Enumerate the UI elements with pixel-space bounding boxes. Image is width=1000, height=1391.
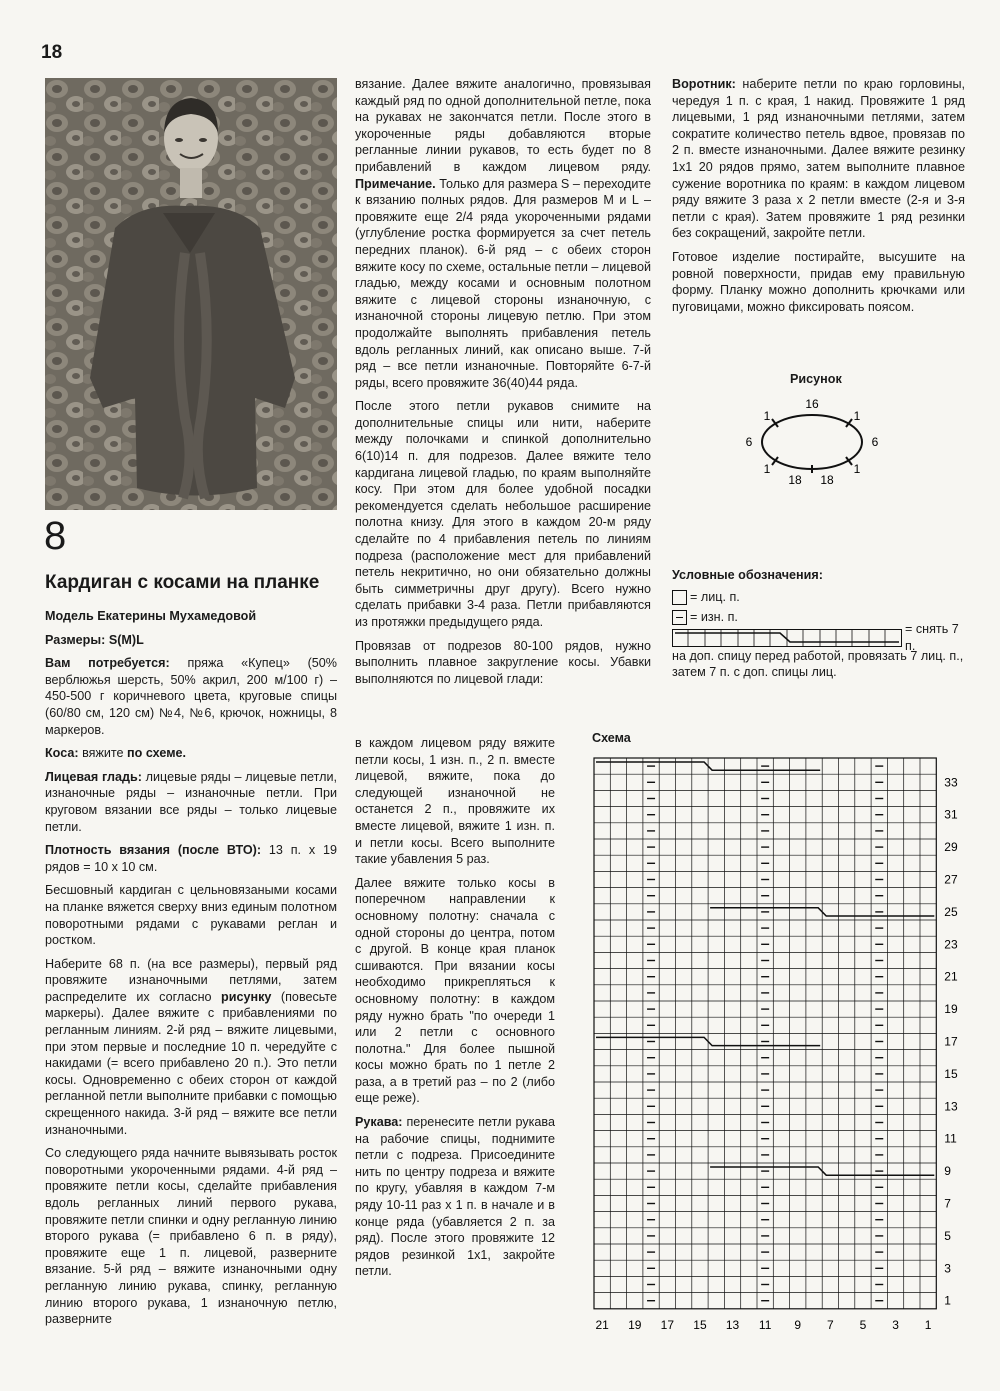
schema-col-label: 1 xyxy=(924,1317,932,1332)
density-text: 13 п. х 19 рядов = 10 х 10 см. xyxy=(45,843,337,874)
legend-title: Условные обозначения: xyxy=(672,568,823,582)
legend-purl: = изн. п. xyxy=(690,610,738,625)
density-label: Плотность вязания (после ВТО): xyxy=(45,843,262,858)
schema-col-label: 7 xyxy=(827,1317,834,1332)
note-label: Примечание. xyxy=(355,176,436,191)
model-number: 8 xyxy=(44,514,67,558)
schema-row-label: 7 xyxy=(944,1196,951,1211)
kosa-text: вяжите xyxy=(78,746,128,761)
schema-row-label: 13 xyxy=(944,1099,958,1114)
schema-row-label: 5 xyxy=(944,1228,951,1243)
kosa-label: Коса: xyxy=(45,746,79,761)
schema-row-label: 31 xyxy=(944,807,958,822)
schema-col-label: 17 xyxy=(660,1317,675,1332)
column-2 xyxy=(355,76,651,694)
schema-row-label: 33 xyxy=(944,775,958,790)
schema-col-label: 3 xyxy=(892,1317,899,1332)
col2-p1-a: вязание. Далее вяжите аналогично, провязывая каждый ряд по одной дополнительной петле, пока на рукавах не закончатся петли. После этого в укороченные ряды добавляются вторые регланные линии рукавов, то есть будет по 8 прибавлений в каждом лицевом ряду. xyxy=(355,77,651,174)
legend-cable-a: = снять 7 п. xyxy=(905,622,959,653)
sleeves-text: перенесите петли рукава на рабочие спицы, поднимите петли с подреза. Присоедините нить по центру подреза и вяжите по кругу, убавляя в каждом 7-м ряду 10-11 раз х 1 п. в начале и в конце ряда (убавляется 2 п. за ряд). После этого провяжите 12 рядов резинкой 1х1, закройте петли. xyxy=(355,1115,555,1279)
decrease-paragraph: в каждом лицевом ряду вяжите петли косы, 1 изн. п., 2 п. вместе лицевой, вяжите, пока до следующей изнаночной не останется 2 п., провяжите их вместе лицевой, вяжите 1 изн. п. и петли косы. Всего выполните такие убавления 5 раз. xyxy=(355,736,555,867)
fig-br: 1 xyxy=(853,462,861,476)
schema-row-label: 3 xyxy=(944,1261,951,1276)
author-line: Модель Екатерины Мухамедовой xyxy=(45,609,257,623)
schema-row-label: 9 xyxy=(944,1164,951,1179)
schema-col-label: 11 xyxy=(758,1317,772,1332)
raglan-oval xyxy=(762,415,862,469)
schema-row-label: 17 xyxy=(944,1034,958,1049)
cast-on-bold: рисунку xyxy=(221,989,272,1004)
col2-p2: После этого петли рукавов снимите на дополнительные спицы или нити, наберите между полочками и спинкой дополнительно 6(10)14 п. для подрезов. Далее вяжите тело кардигана лицевой гладью, по краям выполняйте косу. При этом для более удобной посадки рекомендуется сделать небольшое расширение полотна книзу. Для этого в каждом 20-м ряду сделайте по 4 прибавления петель по линиям подреза (расположение мест для прибавлений петель некритично, но они обязательно должны быть симметричны друг другу). Всего нужно сделать прибавки 3-4 раза. Петли прибавляются из протяжки предыдущего ряда. xyxy=(355,399,651,629)
fig-tr: 1 xyxy=(853,409,861,423)
cast-on-text-a: Наберите 68 п. (на все размеры), первый ряд провяжите изнаночными петлями, затем распределите их согласно xyxy=(45,956,337,1004)
gladi-text: лицевые ряды – лицевые петли, изнаночные ряды – изнаночные петли. При круговом вязании все ряды – только лицевые петли. xyxy=(45,769,337,834)
column-1 xyxy=(45,608,337,1335)
cable-join-paragraph: Далее вяжите только косы в поперечном направлении к основному полотну: сначала с одной стороны до центра, потом с другой. В конце края планок сшиваются. При вязании косы необходимо прикрепляться к основному полотну: в каждом ряду нужно брать "по очереди 1 или 2 петли с основного полотна." Для более пышной косы можно брать по 1 петле 2 раза, а в третий раз – по 2 (либо еще реже). xyxy=(355,875,555,1106)
col2-p3: Провязав от подрезов 80-100 рядов, нужно выполнить плавное закругление косы. Убавки выполняются по лицевой глади: xyxy=(355,638,651,686)
collar-text: наберите петли по краю горловины, чередуя 1 п. с края, 1 накид. Провяжите 1 ряд лицевыми, 1 ряд изнаночными петлями, затем сократите количество петель вдвое, провязав по 2 п. вместе изнаночными. Далее вяжите резинку 1х1 20 рядов прямо, затем выполните плавное сужение воротника по краям: в каждом лицевом ряду вяжите 3 раза х 2 петли вместе (2-я и 3-я петли с края). Затем провяжите 1 ряд резинки без сокращений, закройте петли. xyxy=(672,77,965,241)
model-photo xyxy=(45,78,337,510)
legend xyxy=(672,567,967,681)
col2-p1-b: Только для размера S – переходите к вязанию полных рядов. Для размеров M и L – провяжите еще 2/4 ряда укороченными рядами (углубление ростка формируется за счет петель передних планок). 6-й ряд – с обеих сторон вяжите косу по схеме, остальные петли – лицевой гладью, между косами и основным полотном вяжите с лицевой стороны изнаночную, с изнаночной стороны лицевую петлю. При этом продолжайте выполнять прибавления петель вдоль регланных линий, как описано выше. 7-й ряд – все петли изнаночные. Повторяйте 6-7-й ряды, всего провяжите 36(40)44 ряда. xyxy=(355,176,651,390)
gladi-label: Лицевая гладь: xyxy=(45,769,142,784)
fig-bottom-right: 18 xyxy=(820,473,834,487)
schema-row-label: 29 xyxy=(944,840,958,855)
cast-on-text-b: (повесьте маркеры). Далее вяжите с прибавлениями по регланным линиям. 2-й ряд – вяжите лицевыми, при этом первые и последние 10 п. чередуйте с накидами (= всего прибавлено 20 п.). Это петли косы. Одновременно с обеих сторон от каждой регланной петли выполните прибавки с помощью скрещенного накида. 3-й ряд – вяжите все петли изнаночными. xyxy=(45,989,337,1137)
schema-col-label: 15 xyxy=(693,1317,707,1332)
page-number: 18 xyxy=(41,42,63,63)
needs-text: пряжа «Купец» (50% верблюжья шерсть, 50% акрил, 200 м/100 г) – 450-500 г коричневого цвета, круговые спицы (60/80 см, 120 см) №4, №6, крючок, ножницы, 8 маркеров. xyxy=(45,656,337,737)
needs-label: Вам потребуется: xyxy=(45,656,170,671)
schema-col-label: 13 xyxy=(725,1317,740,1332)
sizes-label: Размеры: xyxy=(45,632,106,647)
schema-col-label: 5 xyxy=(859,1317,867,1332)
schema-row-label: 23 xyxy=(944,937,958,952)
figure-title: Рисунок xyxy=(790,372,842,386)
legend-cable-b: на доп. спицу перед работой, провязать 7 лиц. п., затем 7 п. с доп. спицы лиц. xyxy=(672,648,964,680)
cable-schema-chart xyxy=(584,752,974,1332)
knit-stitch-icon xyxy=(672,590,687,605)
schema-row-label: 11 xyxy=(944,1131,957,1146)
sizes-value: S(M)L xyxy=(108,632,144,647)
schema-title: Схема xyxy=(592,731,631,745)
schema-col-label: 19 xyxy=(628,1317,642,1332)
fig-bl: 1 xyxy=(763,462,771,476)
purl-stitch-icon xyxy=(672,610,687,625)
article-title: Кардиган с косами на планке xyxy=(45,572,320,593)
column-2-narrow xyxy=(355,735,555,1287)
schema-row-label: 19 xyxy=(944,1002,958,1017)
kosa-bold: по схеме. xyxy=(127,746,187,761)
fig-right: 6 xyxy=(871,435,879,449)
finish-paragraph: Готовое изделие постирайте, высушите на ровной поверхности, придав ему правильную форму. Планку можно дополнить крючками или пуговицами, можно фиксировать поясом. xyxy=(672,249,965,314)
fig-bottom-left: 18 xyxy=(788,473,802,487)
short-rows-paragraph: Со следующего ряда начните вывязывать росток поворотными укороченными рядами. 4-й ряд – провяжите петли косы, сделайте прибавления вдоль регланных линий первого рукава, провяжите петли спинки и одну регланную линию второго рукава (= прибавлено 6 п. в ряду), провяжите еще 1 п. лицевой, разверните вязание. 5-й ряд – вяжите изнаночными одну регланную линию рукава, спинку, регланную линию второго рукава, 1 изнаночную петлю, разверните xyxy=(45,1146,337,1327)
schema-col-label: 9 xyxy=(794,1317,802,1332)
fig-left: 6 xyxy=(745,435,753,449)
raglan-figure xyxy=(742,393,882,491)
collar-label: Воротник: xyxy=(672,77,736,91)
schema-row-label: 25 xyxy=(944,904,958,919)
schema-col-label: 21 xyxy=(595,1317,609,1332)
fig-tl: 1 xyxy=(763,409,771,423)
intro-paragraph: Бесшовный кардиган с цельновязаными косами на планке вяжется сверху вниз единым полотном поворотными рядами с рукавами реглан и ростком. xyxy=(45,883,337,948)
sleeves-label: Рукава: xyxy=(355,1115,403,1130)
legend-knit: = лиц. п. xyxy=(690,590,740,605)
cable-cross-icon xyxy=(672,629,902,647)
schema-row-label: 1 xyxy=(944,1293,951,1308)
schema-row-label: 15 xyxy=(944,1066,958,1081)
fig-top: 16 xyxy=(805,397,819,411)
schema-row-label: 27 xyxy=(944,872,958,887)
schema-row-label: 21 xyxy=(944,969,958,984)
column-3 xyxy=(672,76,965,322)
